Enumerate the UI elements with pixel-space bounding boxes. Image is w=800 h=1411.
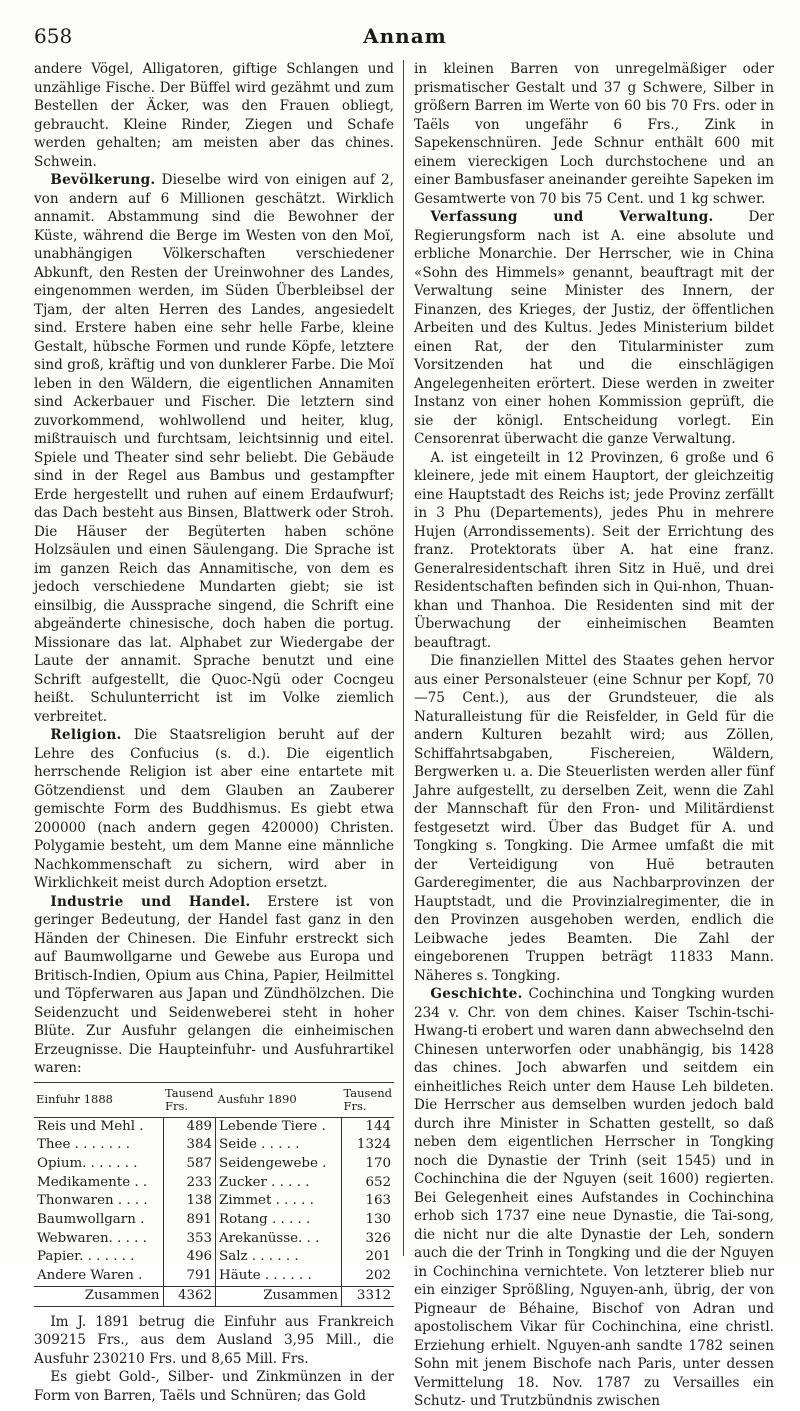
running-head: Annam — [363, 24, 447, 48]
paragraph — [34, 171, 394, 726]
right-column — [414, 60, 774, 1411]
section-heading: Geschichte. — [430, 986, 523, 1002]
column-divider — [403, 60, 404, 1256]
paragraph — [414, 60, 774, 208]
paragraph-text: Der Regierungsform nach ist A. eine absolute und erbliche Monarchie. Der Herrscher, wie in China «Sohn des Himmels» genannt, beauftragt mit der Verwaltung seine Minister des Innern, der Finanzen, des Krieges, der Justiz, der öffentlichen Arbeiten und des Kultus. Jedes Ministerium bildet einen Rat, der den Titularminister zum Vorsitzenden hat und die einschlägigen Angelegenheiten erörtert. Diese werden in zweiter Instanz von einer hohen Kommission geprüft, die sie der königl. Entscheidung vorlegt. Ein Censorenrat überwacht die ganze Verwaltung. — [414, 209, 774, 447]
export-value: 144 — [341, 1117, 394, 1136]
import-value: 353 — [163, 1230, 216, 1249]
paragraph-text: A. ist eingeteilt in 12 Provinzen, 6 große und 6 kleinere, jede mit einem Hauptort, der gleichzeitig eine Hauptstadt des Reichs ist; jede Provinz zerfällt in 3 Phu (Departements), jedes Phu in mehrere Hujen (Arrondissements). Seit der Errichtung des franz. Protektorats über A. hat eine franz. Generalresidentschaft ihren Sitz in Huë, und drei Residentschaften befinden sich in Qui-nhon, Thuan-khan und Thanhoa. Die Residenten sind mit der Überwachung der einheimischen Beamten beauftragt. — [414, 449, 774, 651]
import-value: 587 — [163, 1155, 216, 1174]
import-header: Einfuhr 1888 — [34, 1082, 163, 1117]
left-paragraphs — [34, 60, 394, 1078]
export-unit-header: Tausend Frs. — [341, 1082, 394, 1117]
right-paragraphs — [414, 60, 774, 1411]
table-row — [34, 1230, 394, 1249]
paragraph — [414, 652, 774, 985]
export-value: 202 — [341, 1267, 394, 1286]
section-heading: Industrie und Handel. — [50, 893, 251, 910]
paragraph-text: Cochinchina und Tongking wurden 234 v. Chr. von dem chines. Kaiser Tschin-tschi-Hwang-ti erobert und waren dann abwechselnd den Chinesen unterworfen oder unabhängig, bis 1428 das chines. Joch abwarfen und seitdem ein einheitliches Reich unter dem Hause Leh bildeten. Die Herrscher aus demselben wurden jedoch bald durch ihre Minister in Schatten gestellt, so daß neben dem eigentlichen Herrscher in Tongking noch die Dynastie der Trinh (seit 1545) und in Cochinchina die der Nguyen (seit 1600) regierten. Bei Gelegenheit eines Aufstandes in Cochinchina erhob sich 1737 eine neue Dynastie, die Tai-song, die nicht nur die alte Dynastie der Leh, sondern auch die der Trinh in Tongking und die der Nguyen in Cochinchina vernichtete. Von letzterer blieb nur ein einziger Sprößling, Nguyen-anh, übrig, der von Pigneaur de Béhaine, Bischof von Adran und apostolischem Vikar für Cochinchina, eine christl. Erziehung erhielt. Nguyen-anh sandte 1782 seinen Sohn mit jenem Bischofe nach Paris, unter dessen Vermittelung 18. Nov. 1787 zu Versailles ein Schutz- und Trutzbündnis zwischen — [414, 986, 774, 1409]
import-value: 791 — [163, 1267, 216, 1286]
export-item: Zimmet . . . . . — [219, 1193, 314, 1209]
import-value: 891 — [163, 1211, 216, 1230]
import-item: Medikamente . . — [37, 1174, 148, 1190]
export-value: 201 — [341, 1248, 394, 1267]
export-total-value: 3312 — [341, 1286, 394, 1306]
page-header — [34, 24, 776, 52]
export-value: 163 — [341, 1192, 394, 1211]
export-item: Rotang . . . . . — [219, 1212, 311, 1228]
table-row — [34, 1192, 394, 1211]
paragraph-text: Im J. 1891 betrug die Einfuhr aus Frankreich 309215 Frs., aus dem Ausland 3,95 Mill., die Ausfuhr 230210 Frs. und 8,65 Mill. Frs. — [34, 1313, 394, 1367]
section-heading: Religion. — [50, 727, 122, 743]
paragraph-text: Es giebt Gold-, Silber- und Zinkmünzen in der Form von Barren, Taëls und Schnüren; das Gold — [34, 1369, 394, 1404]
paragraph — [414, 208, 774, 449]
import-item: Thonwaren . . . . — [37, 1193, 148, 1209]
paragraph-text: in kleinen Barren von unregelmäßiger oder prismatischer Gestalt und 37 g Schwere, Silber in größern Barren im Werte von 60 bis 70 Frs. oder in Taëls von ungefähr 6 Frs., Zink in Sapekenschnüren. Jede Schnur enthält 600 mit einem viereckigen Loch durchstochene und an einer Bambusfaser aneinander gereihte Sapeken im Gesamtwerte von 70 bis 75 Cent. und 1 kg schwer. — [414, 61, 774, 207]
paragraph-text: Erstere ist von geringer Bedeutung, der Handel fast ganz in den Händen der Chinesen. Die Einfuhr erstreckt sich auf Baumwollgarne und Gewebe aus Europa und Britisch-Indien, Opium aus China, Papier, Heilmittel und Töpferwaren aus Japan und Zündhölzchen. Die Seidenzucht und Seidenweberei steht in hoher Blüte. Zur Ausfuhr gelangen die einheimischen Erzeugnisse. Die Haupteinfuhr- und Ausfuhrartikel waren: — [34, 893, 394, 1076]
export-value: 326 — [341, 1230, 394, 1249]
export-item: Salz . . . . . . — [219, 1249, 299, 1265]
paragraph — [414, 449, 774, 653]
trade-table-body — [34, 1117, 394, 1286]
import-item: Papier. . . . . . . — [37, 1249, 135, 1265]
paragraph-text: Die Staatsreligion beruht auf der Lehre des Confucius (s. d.). Die eigentlich herrschende Religion ist aber eine entartete mit Götzendienst und dem Glauben an Zauberer gemischte Form des Buddhismus. Es giebt etwa 200000 (nach andern gegen 420000) Christen. Polygamie besteht, um dem Manne eine männliche Nachkommenschaft zu sichern, wird aber in Wirklichkeit meist durch Adoption ersetzt. — [34, 727, 394, 891]
import-value: 138 — [163, 1192, 216, 1211]
table-row — [34, 1117, 394, 1136]
table-row — [34, 1174, 394, 1193]
trade-table — [34, 1082, 394, 1307]
export-item: Häute . . . . . . — [219, 1268, 312, 1284]
table-row — [34, 1211, 394, 1230]
trade-table-total-row — [34, 1286, 394, 1306]
paragraph — [34, 60, 394, 171]
import-value: 384 — [163, 1136, 216, 1155]
table-row — [34, 1248, 394, 1267]
paragraph — [414, 985, 774, 1411]
import-item: Baumwollgarn . — [37, 1212, 145, 1228]
paragraph — [34, 1313, 394, 1369]
export-item: Arekanüsse. . . — [219, 1230, 320, 1246]
export-value: 130 — [341, 1211, 394, 1230]
table-row — [34, 1155, 394, 1174]
import-item: Reis und Mehl . — [37, 1118, 144, 1134]
left-paragraphs-after-table — [34, 1313, 394, 1406]
left-column — [34, 60, 394, 1405]
export-item: Seide . . . . . — [219, 1137, 300, 1153]
import-item: Opium. . . . . . . — [37, 1155, 138, 1171]
export-item: Lebende Tiere . — [219, 1118, 326, 1134]
import-total-label: Zusammen — [34, 1286, 163, 1306]
paragraph-text: andere Vögel, Alligatoren, giftige Schlangen und unzählige Fische. Der Büffel wird gezähmt und zum Bestellen der Äcker, was den Frauen obliegt, gebraucht. Kleine Rinder, Ziegen und Schafe werden gehalten; am meisten aber das chines. Schwein. — [34, 61, 394, 170]
page-number: 658 — [34, 24, 73, 48]
table-row — [34, 1136, 394, 1155]
export-value: 1324 — [341, 1136, 394, 1155]
import-item: Webwaren. . . . . — [37, 1230, 147, 1246]
import-value: 233 — [163, 1174, 216, 1193]
export-item: Seidengewebe . — [219, 1155, 327, 1171]
section-heading: Bevölkerung. — [50, 172, 156, 188]
import-item: Thee . . . . . . . — [37, 1137, 130, 1153]
import-unit-header: Tausend Frs. — [163, 1082, 216, 1117]
export-value: 170 — [341, 1155, 394, 1174]
import-value: 489 — [163, 1117, 216, 1136]
trade-table-header — [34, 1082, 394, 1117]
paragraph-text: Die finanziellen Mittel des Staates gehen hervor aus einer Personalsteuer (eine Schnur per Kopf, 70—75 Cent.), aus der Grundsteuer, die als Naturalleistung für die Reisfelder, in Geld für die andern Kulturen bezahlt wird; aus Zöllen, Schiffahrtsabgaben, Fischereien, Wäldern, Bergwerken u. a. Die Steuerlisten werden aller fünf Jahre aufgestellt, zu derselben Zeit, wenn die Zahl der Mannschaft für den Fron- und Militärdienst festgesetzt wird. Über das Budget für A. und Tongking s. Tongking. Die Armee umfaßt die mit der Verteidigung von Huë betrauten Garderegimenter, die aus Nachbarprovinzen der Hauptstadt, und die Provinzialregimenter, die in den Provinzen ausgehoben werden, endlich die Leibwache jedes Beamten. Die Zahl der eingeborenen Truppen beträgt 11833 Mann. Näheres s. Tongking. — [414, 653, 774, 984]
table-row — [34, 1267, 394, 1286]
import-total-value: 4362 — [163, 1286, 216, 1306]
import-value: 496 — [163, 1248, 216, 1267]
paragraph — [34, 726, 394, 893]
export-value: 652 — [341, 1174, 394, 1193]
export-header: Ausfuhr 1890 — [216, 1082, 342, 1117]
section-heading: Verfassung und Verwaltung. — [430, 209, 714, 225]
export-item: Zucker . . . . . — [219, 1174, 310, 1190]
paragraph-text: Dieselbe wird von einigen auf 2, von andern auf 6 Millionen geschätzt. Wirklich annamit. Abstammung sind die Bewohner der Küste, während die Berge im Westen von den Moï, unabhängigen Völkerschaften verschiedener Abkunft, den Resten der Ureinwohner des Landes, eingenommen werden, im Süden Überbleibsel der Tjam, der alten Herren des Landes, angesiedelt sind. Erstere haben eine sehr helle Farbe, kleine Gestalt, hübsche Formen und runde Köpfe, letztere sind groß, kräftig und von dunklerer Farbe. Die Moï leben in den Wäldern, die eigentlichen Annamiten sind Ackerbauer und Fischer. Die letztern sind zuvorkommend, wohlwollend und heiter, klug, mißtrauisch und furchtsam, leichtsinnig und eitel. Spiele und Theater sind sehr beliebt. Die Gebäude sind in der Regel aus Bambus und gestampfter Erde hergestellt und ruhen auf einem Erdaufwurf; das Dach besteht aus Binsen, Blattwerk oder Stroh. Die Häuser der Begüterten haben schöne Holzsäulen und einen Säulengang. Die Sprache ist im ganzen Reich das Annamitische, von dem es jedoch verschiedene Mundarten giebt; sie ist einsilbig, die Aussprache singend, die Schrift eine abgeänderte chinesische, doch haben die portug. Missionare das lat. Alphabet zur Wiedergabe der Laute der annamit. Sprache benutzt und eine Schrift aufgestellt, die Quoc-Ngü oder Cocngeu heißt. Schulunterricht ist im Volke ziemlich verbreitet. — [34, 172, 394, 725]
paragraph — [34, 1368, 394, 1405]
paragraph — [34, 893, 394, 1078]
export-total-label: Zusammen — [216, 1286, 342, 1306]
import-item: Andere Waren . — [37, 1268, 143, 1284]
